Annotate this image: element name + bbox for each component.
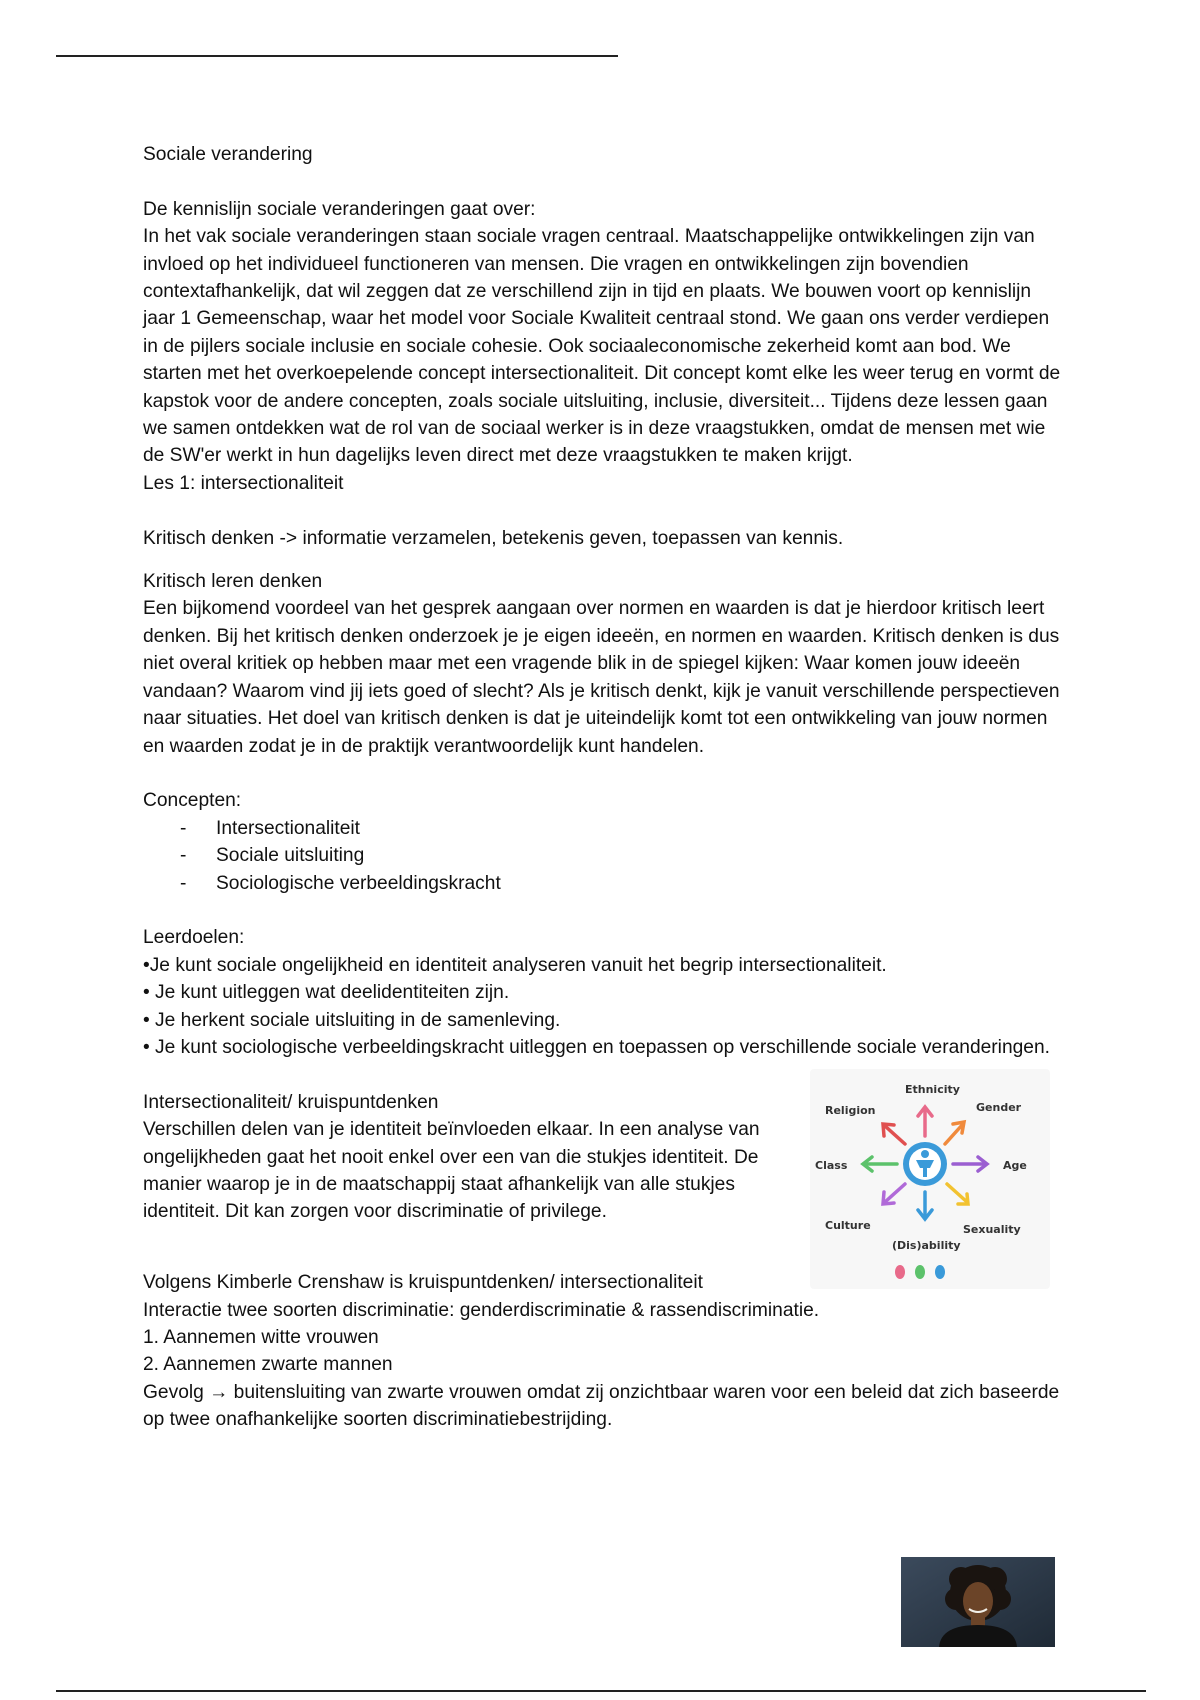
label-culture: Culture bbox=[825, 1218, 871, 1232]
label-age: Age bbox=[1003, 1158, 1027, 1172]
critical-learning-paragraph: Een bijkomend voordeel van het gesprek aangaan over normen en waarden is dat je hierdoor kritisch leert denken. Bij het kritisch denken onderzoek je je eigen ideeën, en normen en waarden. Kritisch denken is dus niet overal kritiek op hebben maar met een vragende blik in de spiegel kijken: Waar komen jouw ideeën vandaan? Waarom vind jij iets goed of slecht? Als je kritisch denkt, kijk je vanuit verschillende perspectieven naar situaties. Het doel van kritisch denken is dat je uiteindelijk komt tot een ontwikkeling van jouw normen en waarden zodat je in de praktijk verantwoordelijk kunt handelen. bbox=[143, 598, 1060, 757]
intro-heading: De kennislijn sociale veranderingen gaat over: bbox=[143, 198, 536, 220]
intersectionality-section bbox=[143, 1082, 1063, 1252]
lesson-title: Les 1: intersectionaliteit bbox=[143, 472, 344, 494]
intersectionality-heading: Intersectionaliteit/ kruispuntdenken bbox=[143, 1091, 439, 1113]
concept-item: - Sociale uitsluiting bbox=[143, 842, 1063, 869]
goal-item: •Je kunt sociale ongelijkheid en identiteit analyseren vanuit het begrip intersectionaliteit. bbox=[143, 954, 887, 976]
crenshaw-item: 2. Aannemen zwarte mannen bbox=[143, 1354, 393, 1376]
label-disability: (Dis)ability bbox=[892, 1238, 961, 1252]
concept-item: - Intersectionaliteit bbox=[143, 815, 1063, 842]
document-title: Sociale verandering bbox=[143, 144, 313, 165]
critical-learning-heading: Kritisch leren denken bbox=[143, 571, 323, 593]
document-body bbox=[143, 141, 1063, 1434]
concepts-list bbox=[143, 815, 1063, 897]
goals-heading: Leerdoelen: bbox=[143, 927, 245, 949]
goal-item: • Je kunt sociologische verbeeldingskracht uitleggen en toepassen op verschillende sociale veranderingen. bbox=[143, 1036, 1050, 1058]
label-gender: Gender bbox=[976, 1100, 1022, 1114]
critical-thinking-line: Kritisch denken -> informatie verzamelen, betekenis geven, toepassen van kennis. bbox=[143, 527, 844, 549]
label-sexuality: Sexuality bbox=[963, 1222, 1021, 1236]
header-rule bbox=[56, 55, 618, 57]
identity-wheel-diagram bbox=[810, 1069, 1050, 1289]
crenshaw-item: 1. Aannemen witte vrouwen bbox=[143, 1326, 379, 1348]
crenshaw-line: Volgens Kimberle Crenshaw is kruispuntdenken/ intersectionaliteit bbox=[143, 1272, 703, 1294]
goal-item: • Je herkent sociale uitsluiting in de samenleving. bbox=[143, 1009, 561, 1031]
intersectionality-paragraph: Verschillen delen van je identiteit beïnvloeden elkaar. In een analyse van ongelijkheden gaat het nooit enkel over een van die stukjes identiteit. De manier waarop je in de maatschappij staat afhankelijk van alle stukjes identiteit. Dit kan zorgen voor discriminatie of privilege. bbox=[143, 1119, 760, 1223]
concept-item: - Sociologische verbeeldingskracht bbox=[143, 870, 1063, 897]
label-religion: Religion bbox=[825, 1103, 876, 1117]
crenshaw-interaction: Interactie twee soorten discriminatie: genderdiscriminatie & rassendiscriminatie. bbox=[143, 1299, 820, 1321]
crenshaw-consequence: Gevolg → buitensluiting van zwarte vrouwen omdat zij onzichtbaar waren voor een beleid dat zich baseerde op twee onafhankelijke soorten discriminatiebestrijding. bbox=[143, 1381, 1060, 1431]
intro-paragraph: In het vak sociale veranderingen staan sociale vragen centraal. Maatschappelijke ontwikkelingen zijn van invloed op het individueel functioneren van mensen. Die vragen en ontwikkelingen zijn bovendien contextafhankelijk, dat wil zeggen dat ze verschillend zijn in tijd en plaats. We bouwen voort op kennislijn jaar 1 Gemeenschap, waar het model voor Sociale Kwaliteit centraal stond. We gaan ons verder verdiepen in de pijlers sociale inclusie en sociale cohesie. Ook sociaaleconomische zekerheid komt aan bod. We starten met het overkoepelende concept intersectionaliteit. Dit concept komt elke les weer terug en vormt de kapstok voor de andere concepten, zoals sociale uitsluiting, inclusie, diversiteit... Tijdens deze lessen gaan we samen ontdekken wat de rol van de sociaal werker is in deze vraagstukken, omdat de mensen met wie de SW'er werkt in hun dagelijks leven direct met deze vraagstukken te maken krijgt. bbox=[143, 226, 1061, 467]
label-class: Class bbox=[815, 1158, 848, 1172]
goal-item: • Je kunt uitleggen wat deelidentiteiten zijn. bbox=[143, 982, 510, 1004]
footer-rule bbox=[56, 1690, 1146, 1692]
portrait-photo bbox=[901, 1557, 1055, 1647]
label-ethnicity: Ethnicity bbox=[905, 1082, 960, 1096]
concepts-heading: Concepten: bbox=[143, 790, 242, 812]
